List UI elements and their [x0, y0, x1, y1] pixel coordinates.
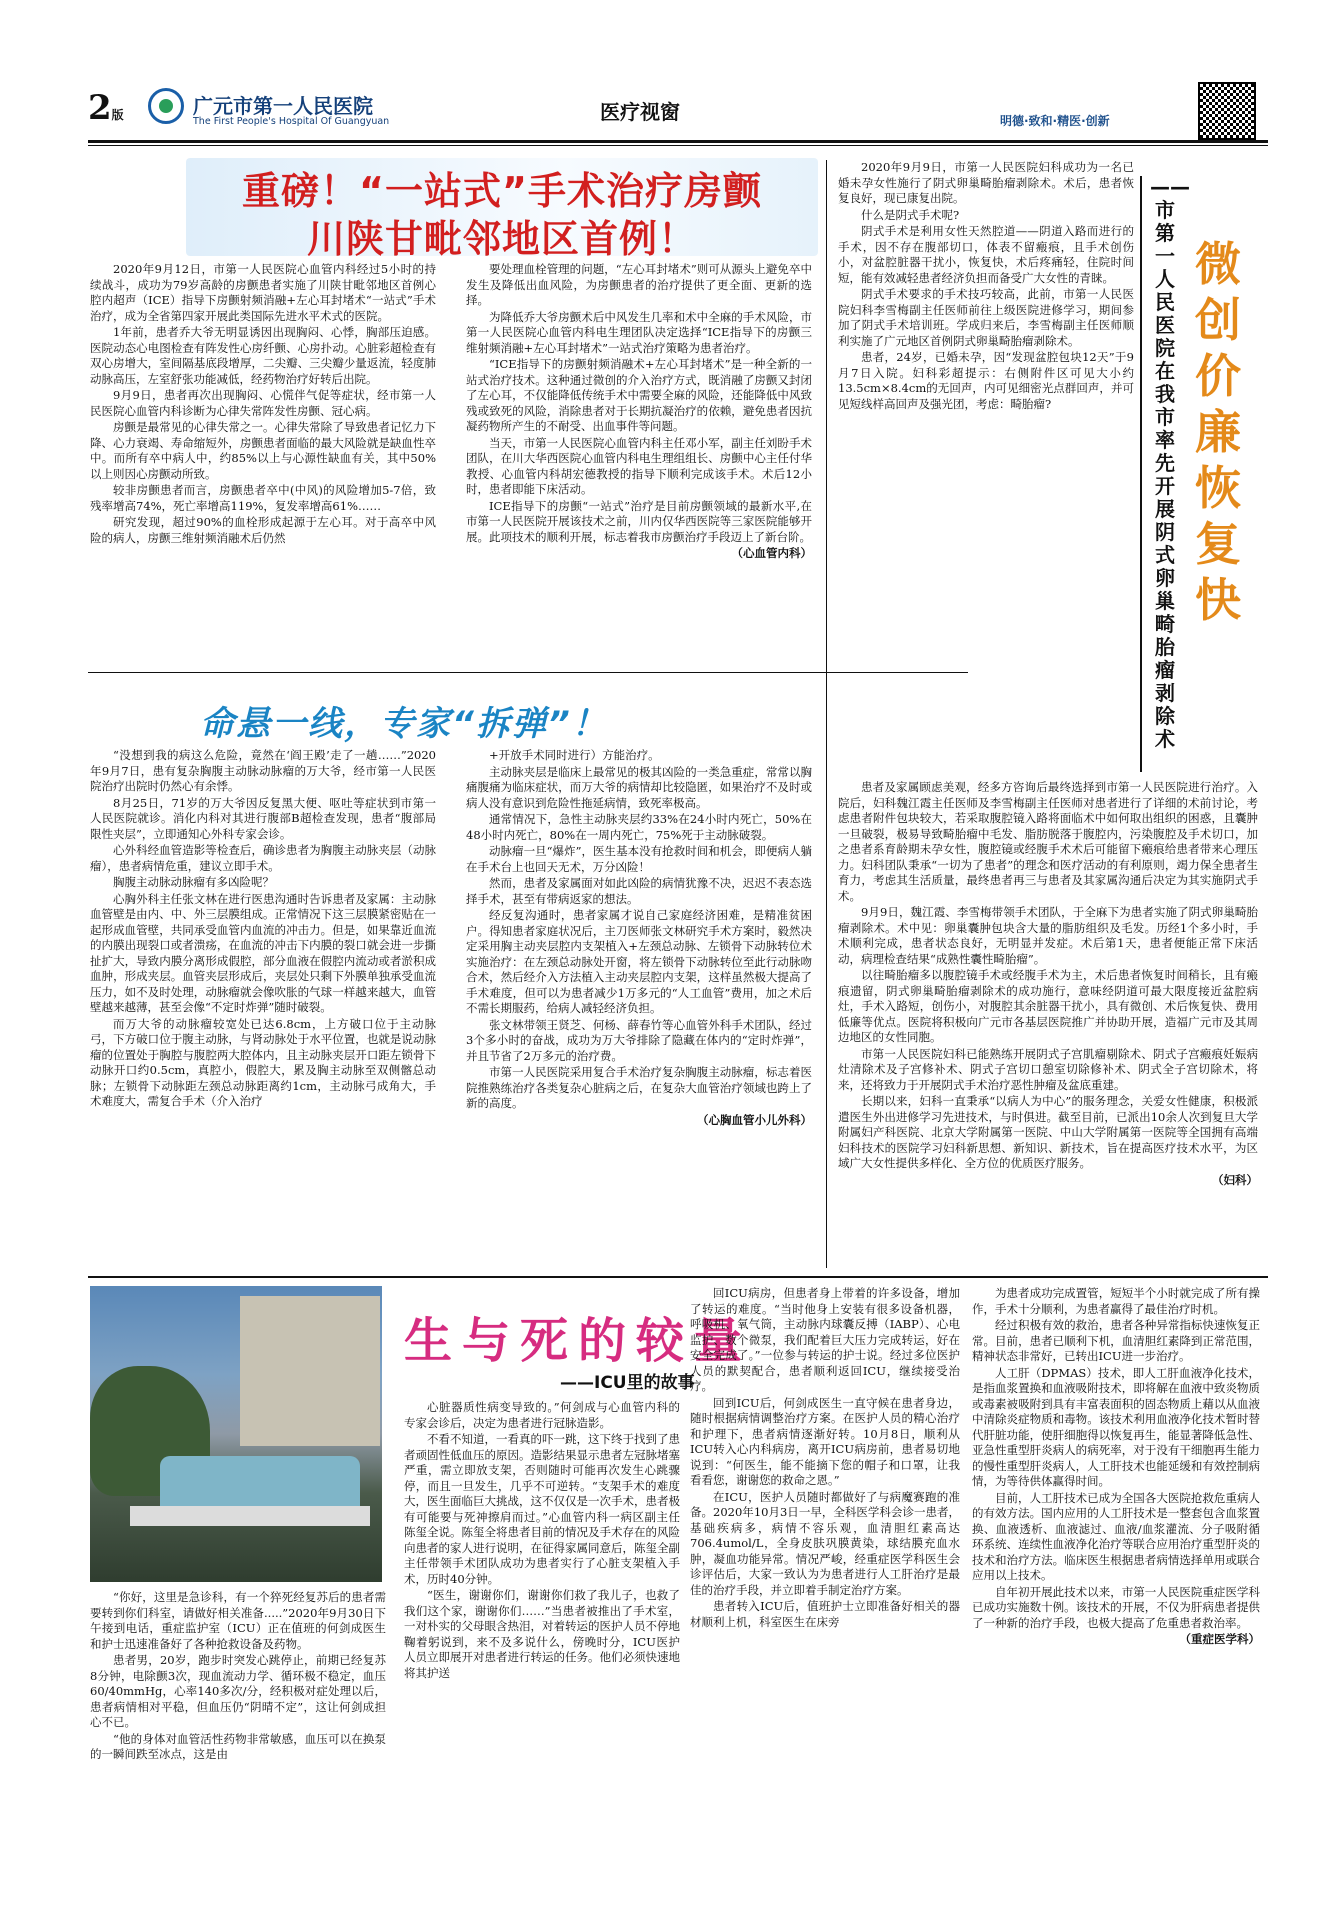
article1-col1: 2020年9月12日，市第一人民医院心血管内科经过5小时的持续战斗，成功为79岁高龄的房颤患者实施了川陕甘毗邻地区首例心腔内超声（ICE）指导下房颤射频消融+左心耳封堵术“一站式”手术治疗，成为全省第四家开展此类国际先进水平术式的医院。 1年前，患者乔大爷无明显诱因出现胸闷、心悸，胸部压迫感。医院动态心电图检查有阵发性心房纤颤、心房扑动。心脏彩超检查有双心房增大，室间隔基底段增厚，二尖瓣、三尖瓣少量返流，轻度肺动脉高压，左室舒张功能减低，经药物治疗好转后出院。 9月9日，患者再次出现胸闷、心慌伴气促等症状，经市第一人民医院心血管内科诊断为心律失常阵发性房颤、冠心病。 房颤是最常见的心律失常之一。心律失常除了导致患者记忆力下降、心力衰竭、寿命缩短外，房颤患者面临的最大风险就是缺血性卒中。而所有卒中病人中，约85%以上与心源性缺血有关，其中50%以上则因心房颤动所致。 较非房颤患者而言，房颤患者卒中(中风)的风险增加5-7倍，致残率增高74%，死亡率增高119%，复发率增高61%…… 研究发现，超过90%的血栓形成起源于左心耳。对于高卒中风险的病人，房颤三维射频消融术后仍然 [90, 262, 436, 545]
article3-title: 微创 价廉 恢复快 [1195, 237, 1241, 627]
header-rule [88, 140, 1268, 143]
article1-col2: 要处理血栓管理的问题，“左心耳封堵术”则可从源头上避免卒中发生及降低出血风险，为房颤患者的治疗提供了更全面、更新的选择。 为降低乔大爷房颤术后中风发生几率和术中全麻的手术风险，市第一人民医院心血管内科电生理团队决定选择“ICE指导下的房颤三维射频消融+左心耳封堵术”一站式治疗策略为患者治疗。 “ICE指导下的房颤射频消融术+左心耳封堵术”是一种全新的一站式治疗技术。这种通过微创的介入治疗方式，既消融了房颤又封闭了左心耳，不仅能降低传统手术中需要全麻的风险，还能降低中风致残或致死的风险，消除患者对于长期抗凝治疗的依赖，避免患者因抗凝药物所产生的不耐受、出血事件等问题。 当天，市第一人民医院心血管内科主任邓小军，副主任刘盼手术团队，在川大华西医院心血管内科电生理组组长、房颤中心主任付华教授、心血管内科胡宏德教授的指导下顺利完成该手术。术后12小时，患者即能下床活动。 ICE指导下的房颤“一站式”治疗是目前房颤领域的最新水平,在市第一人民医院开展该技术之前，川内仅华西医院等三家医院能够开展。此项技术的顺利开展，标志着我市房颤治疗手段迈上了新台阶。 （心血管内科） [466, 262, 812, 560]
divider [88, 672, 968, 673]
hospital-name-en: The First People's Hospital Of Guangyuan [193, 116, 390, 127]
header-rule-thin [88, 145, 1268, 146]
article3-col-top: 2020年9月9日，市第一人民医院妇科成功为一名已婚未孕女性施行了阴式卵巢畸胎瘤剥除术。术后，患者恢复良好，现已康复出院。 什么是阴式手术呢? 阴式手术是利用女性天然腔道——阴道入路而进行的手术，因不存在腹部切口，体表不留瘢痕，且手术创伤小，对盆腔脏器干扰小，恢复快，术后疼痛轻，住院时间短，能有效减轻患者经济负担而备受广大女性的青睐。 阴式手术要求的手术技巧较高，此前，市第一人民医院妇科李雪梅副主任医师前往上级医院进修学习，期间参加了阴式手术培训班。学成归来后，李雪梅副主任医师顺利实施了广元地区首例阴式卵巢畸胎瘤剥除术。 患者，24岁，已婚未孕，因“发现盆腔包块12天”于9月7日入院。妇科彩超提示：右侧附件区可见大小约13.5cm×8.4cm的无回声，内可见细密光点群回声，并可见短线样高回声及强光团，考虑：畸胎瘤? [838, 160, 1134, 411]
article1-title-line2: 川陕甘毗邻地区首例！ [306, 217, 697, 261]
article4-subtitle: ——ICU里的故事 [560, 1373, 695, 1393]
hospital-name: 广元市第一人民医院 [193, 94, 373, 118]
article4-col2: 心脏器质性病变导致的。”何剑成与心血管内科的专家会诊后，决定为患者进行冠脉造影。 不看不知道，一看真的吓一跳，这下终于找到了患者顽固性低血压的原因。造影结果显示患者左冠脉堵塞严重，需立即放支架，否则随时可能再次发生心跳骤停，而且一旦发生，几乎不可逆转。“支架手术的难度大，医生面临巨大挑战，这不仅仅是一次手术，患者极有可能要与死神擦肩而过。”心血管内科一病区副主任陈玺全说。陈玺全将患者目前的情况及手术存在的风险向患者的家人进行说明，在征得家属同意后，陈玺全副主任带领手术团队成功为患者实行了心脏支架植入手术，历时40分钟。 “医生，谢谢你们，谢谢你们救了我儿子，也救了我们这个家，谢谢你们……”当患者被推出了手术室，一对朴实的父母眼含热泪，对着转运的医护人员不停地鞠着躬说到，来不及多说什么，傍晚时分，ICU医护人员立即展开对患者进行转运的任务。他们必须快速地将其护送 [404, 1400, 680, 1680]
article4-title: 生与死的较量 [404, 1313, 753, 1369]
article2-col1: “没想到我的病这么危险，竟然在‘阎王殿’走了一趟……”2020年9月7日，患有复杂胸腹主动脉动脉瘤的万大爷，经市第一人民医院治疗出院时仍然心有余悸。 8月25日，71岁的万大爷因反复黑大便、呕吐等症状到市第一人民医院就诊。消化内科对其进行腹部B超检查发现，患者“腹部局限性夹层”，立即通知心外科专家会诊。 心外科经血管造影等检查后，确诊患者为胸腹主动脉夹层（动脉瘤），患者病情危重，建议立即手术。 胸腹主动脉动脉瘤有多凶险呢？ 心胸外科主任张文林在进行医患沟通时告诉患者及家属：主动脉血管壁是由内、中、外三层膜组成。正常情况下这三层膜紧密贴在一起形成血管壁，共同承受血管内血流的冲击力。但是，如果靠近血流的内膜出现裂口或者溃疡，在血流的冲击下内膜的裂口就会进一步撕扯扩大，导致内膜分离形成假腔，部分血液在假腔内流动或者淤积成血肿，形成夹层。血管夹层形成后，夹层处只剩下外膜单独承受血流压力，如不及时处理，动脉瘤就会像吹胀的气球一样越来越大，血管壁越来越薄，甚至会像“不定时炸弹”随时破裂。 而万大爷的动脉瘤较宽处已达6.8cm，上方破口位于主动脉弓，下方破口位于腹主动脉，与肾动脉处于水平位置，也就是说动脉瘤的位置处于胸腔与腹腔两大腔体内，且主动脉夹层开口距左锁骨下动脉开口约0.5cm，真腔小，假腔大，累及胸主动脉至双侧髂总动脉；左锁骨下动脉距左颈总动脉距离约1cm，主动脉弓成角大，手术难度大，需复合手术（介入治疗 [90, 748, 436, 1108]
article4-source: （重症医学科） [1179, 1632, 1260, 1646]
article4-col1: “你好，这里是急诊科，有一个猝死经复苏后的患者需要转到你们科室，请做好相关准备.....”2020年9月30日下午接到电话，重症监护室（ICU）正在值班的何剑成医生和护士迅速准备好了各种抢救设备及药物。 患者男，20岁，跑步时突发心跳停止，前期已经复苏8分钟，电除颤3次，现血流动力学、循环极不稳定，血压60/40mmHg，心率140多次/分，经积极对症处理以后，患者病情相对平稳，但血压仍“阴晴不定”，这让何剑成担心不已。 “他的身体对血管活性药物非常敏感，血压可以在换泵的一瞬间跌至冰点，这是由 [90, 1590, 386, 1761]
article3-source: （妇科） [1212, 1172, 1258, 1187]
icu-photo [90, 1286, 382, 1582]
subtitle-bar [1140, 176, 1142, 772]
hospital-logo-icon [148, 88, 184, 124]
article1-title-line1: 重磅！“一站式”手术治疗房颤 [242, 169, 762, 213]
page-number: 2版 [88, 88, 124, 128]
divider-bottom [88, 1276, 1268, 1278]
article2-source: （心胸血管小儿外科） [697, 1112, 812, 1127]
article2-title: 命悬一线，专家“拆弹”！ [200, 704, 608, 744]
column-divider [826, 160, 827, 1268]
article3-col-bottom: 患者及家属顾虑美观，经多方咨询后最终选择到市第一人民医院进行治疗。入院后，妇科魏江霞主任医师及李雪梅副主任医师对患者进行了详细的术前讨论，考虑患者附件包块较大，若采取腹腔镜入路将面临术中如何取出组织的困惑，且囊肿一旦破裂，极易导致畸胎瘤中毛发、脂肪脱落于腹腔内，污染腹腔及手术切口，加之患者系育龄期未孕女性，腹腔镜或经腹手术术后可能留下瘢痕给患者带来心理压力。妇科团队秉承“一切为了患者”的理念和医疗活动的有利原则，竭力保全患者生育力，考虑其生活质量，最终患者再三与患者及其家属沟通后决定为其实施阴式手术。 9月9日，魏江霞、李雪梅带领手术团队，于全麻下为患者实施了阴式卵巢畸胎瘤剥除术。术中见：卵巢囊肿包块含大量的脂肪组织及毛发。历经1个多小时，手术顺利完成，患者状态良好，无明显并发症。术后第1天，患者便能正常下床活动，病理检查结果“成熟性囊性畸胎瘤”。 以往畸胎瘤多以腹腔镜手术或经腹手术为主，术后患者恢复时间稍长，且有瘢痕遗留，阴式卵巢畸胎瘤剥除术的成功施行，意味经阴道可最大限度接近盆腔病灶，手术入路短，创伤小，对腹腔其余脏器干扰小，具有微创、术后恢复快、费用低廉等优点。医院将积极向广元市各基层医院推广并协助开展，造福广元市及其周边地区的女性同胞。 市第一人民医院妇科已能熟练开展阴式子宫肌瘤剔除术、阴式子宫瘢痕妊娠病灶清除术及子宫修补术、阴式子宫切口憩室切除修补术、阴式全子宫切除术，将来，还将致力于开展阴式手术治疗恶性肿瘤及盆底重建。 长期以来，妇科一直秉承“以病人为中心”的服务理念，关爱女性健康，积极派遣医生外出进修学习先进技术，与时俱进。截至目前，已派出10余人次到复旦大学附属妇产科医院、北京大学附属第一医院、中山大学附属第一医院等全国拥有高端妇科技术的医院学习妇科新思想、新知识、新技术，旨在提高医疗技术水平，为区域广大女性提供多样化、全方位的优质医疗服务。 （妇科） [838, 780, 1258, 1187]
article3-subtitle: ——市第一人民医院在我市率先开展阴式卵巢畸胎瘤剥除术 [1150, 175, 1190, 751]
qr-code-icon [1198, 82, 1256, 140]
article1-source: （心血管内科） [731, 546, 812, 560]
section-title: 医疗视窗 [600, 100, 680, 124]
article4-col4: 为患者成功完成置管，短短半个小时就完成了所有操作，手术十分顺利，为患者赢得了最佳治疗时机。 经过积极有效的救治，患者各种异常指标快速恢复正常。目前，患者已顺利下机，血清胆红素降到正常范围，精神状态非常好，已转出ICU进一步治疗。 人工肝（DPMAS）技术，即人工肝血液净化技术，是指血浆置换和血液吸附技术，即将解在血液中致炎物质或毒素被吸附到具有丰富表面积的固态物质上藉以从血液中清除炎症物质和毒物。该技术利用血液净化技术暂时替代肝脏功能，使肝细胞得以恢复再生，能显著降低急性、亚急性重型肝炎病人的病死率，对于没有干细胞再生能力的慢性重型肝炎病人，人工肝技术也能延缓和有效控制病情，为等待供体赢得时间。 目前，人工肝技术已成为全国各大医院抢救危重病人的有效方法。国内应用的人工肝技术是一整套包含血浆置换、血液透析、血液滤过、血液/血浆灌流、分子吸附循环系统、连续性血液净化治疗等联合应用治疗重型肝炎的技术和治疗方法。临床医生根据患者病情选择单用或联合应用以上技术。 自年初开展此技术以来，市第一人民医院重症医学科已成功实施数十例。该技术的开展，不仅为肝病患者提供了一种新的治疗手段，也极大提高了危重患者救治率。 （重症医学科） [972, 1286, 1260, 1646]
article2-col2: +开放手术同时进行）方能治疗。 主动脉夹层是临床上最常见的极其凶险的一类急重症，常常以胸痛腹痛为临床症状，而万大爷的病情却比较隐匿，如果治疗不及时或病人没有意识到危险性拖延病情，致死率极高。 通常情况下，急性主动脉夹层约33%在24小时内死亡，50%在48小时内死亡，80%在一周内死亡，75%死于主动脉破裂。 动脉瘤一旦“爆炸”，医生基本没有抢救时间和机会，即便病人躺在手术台上也回天无术，万分凶险！ 然而，患者及家属面对如此凶险的病情犹豫不决，迟迟不表态选择手术，甚至有带病返家的想法。 经反复沟通时，患者家属才说自己家庭经济困难，是精准贫困户。得知患者家庭状况后，主刀医师张文林研究手术方案时，毅然决定采用胸主动夹层腔内支架植入+左颈总动脉、左锁骨下动脉转位术实施治疗：在左颈总动脉处开窗，将左锁骨下动脉转位至此行动脉吻合术，然后经介入方法植入主动夹层腔内支架，这样虽然极大提高了手术难度，但可以为患者减少1万多元的“人工血管”费用，加之术后不需长期服药，给病人减轻经济负担。 张文林带领王贤芝、何杨、薛春竹等心血管外科手术团队，经过3个多小时的奋战，成功为万大爷排除了隐藏在体内的“定时炸弹”，并且节省了2万多元的治疗费。 市第一人民医院采用复合手术治疗复杂胸腹主动脉瘤，标志着医院推熟练治疗各类复杂心脏病之后，在复杂大血管治疗领域也跨上了新的高度。 （心胸血管小儿外科） [466, 748, 812, 1127]
article4-col3: 回ICU病房，但患者身上带着的许多设备，增加了转运的难度。“当时他身上安装有很多设备机器，呼吸机、氧气筒，主动脉内球囊反搏（IABP）、心电监护、数个微泵，我们配着巨大压力完成转运，好在安全完成了。”一位参与转运的护士说。经过多位医护人员的默契配合，患者顺利返回ICU，继续接受治疗。 回到ICU后，何剑成医生一直守候在患者身边，随时根据病情调整治疗方案。在医护人员的精心治疗和护理下，患者病情逐渐好转。10月8日，顺利从ICU转入心内科病房，离开ICU病房前，患者易切地说到：“何医生，能不能摘下您的帽子和口罩，让我看看您，谢谢您的救命之恩。” 在ICU，医护人员随时都做好了与病魔赛跑的准备。2020年10月3日一早，全科医学科会诊一患者，基础疾病多，病情不容乐观，血清胆红素高达706.4umol/L，全身皮肤巩膜黄染，球结膜充血水肿，凝血功能异常。情况严峻，经重症医学科医生会诊评估后，大家一致认为为患者进行人工肝治疗是最佳的治疗手段，并立即着手制定治疗方案。 患者转入ICU后，值班护士立即准备好相关的器材顺利上机，科室医生在床旁 [690, 1286, 960, 1629]
motto: 明德·致和·精医·创新 [1000, 114, 1110, 128]
